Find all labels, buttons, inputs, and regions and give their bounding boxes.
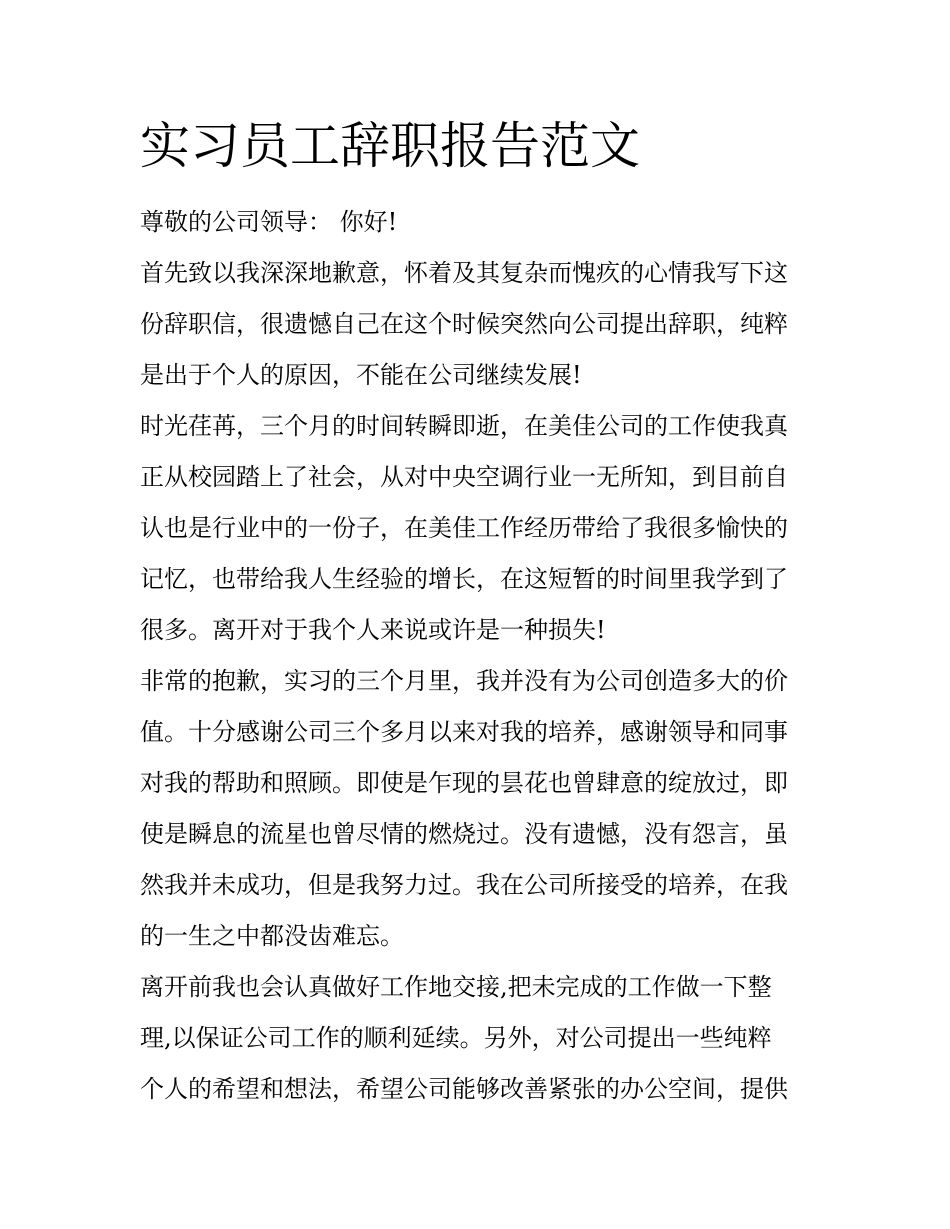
body-line: 的一生之中都没齿难忘。 [140, 922, 404, 950]
document-title: 实习员工辞职报告范文 [140, 117, 640, 175]
body-line: 时光荏苒，三个月的时间转瞬即逝，在美佳公司的工作使我真 [140, 412, 788, 440]
body-line: 对我的帮助和照顾。即使是乍现的昙花也曾肆意的绽放过，即 [140, 769, 788, 797]
body-line: 记忆，也带给我人生经验的增长，在这短暂的时间里我学到了 [140, 565, 788, 593]
body-line: 非常的抱歉，实习的三个月里，我并没有为公司创造多大的价 [140, 667, 788, 695]
body-line: 首先致以我深深地歉意，怀着及其复杂而愧疚的心情我写下这 [140, 259, 788, 287]
body-line: 个人的希望和想法，希望公司能够改善紧张的办公空间，提供 [140, 1075, 788, 1103]
body-line: 值。十分感谢公司三个多月以来对我的培养，感谢领导和同事 [140, 718, 788, 746]
salutation-line: 尊敬的公司领导： 你好! [140, 208, 398, 236]
body-line: 是出于个人的原因，不能在公司继续发展! [140, 361, 582, 389]
body-line: 认也是行业中的一份子，在美佳工作经历带给了我很多愉快的 [140, 514, 788, 542]
body-line: 离开前我也会认真做好工作地交接,把未完成的工作做一下整 [140, 973, 772, 1001]
body-line: 份辞职信，很遗憾自己在这个时候突然向公司提出辞职，纯粹 [140, 310, 788, 338]
body-line: 使是瞬息的流星也曾尽情的燃烧过。没有遗憾，没有怨言，虽 [140, 820, 788, 848]
body-line: 很多。离开对于我个人来说或许是一种损失! [140, 616, 606, 644]
body-line: 然我并未成功，但是我努力过。我在公司所接受的培养，在我 [140, 871, 788, 899]
body-line: 理,以保证公司工作的顺利延续。另外，对公司提出一些纯粹 [140, 1024, 772, 1052]
body-line: 正从校园踏上了社会，从对中央空调行业一无所知，到目前自 [140, 463, 788, 491]
